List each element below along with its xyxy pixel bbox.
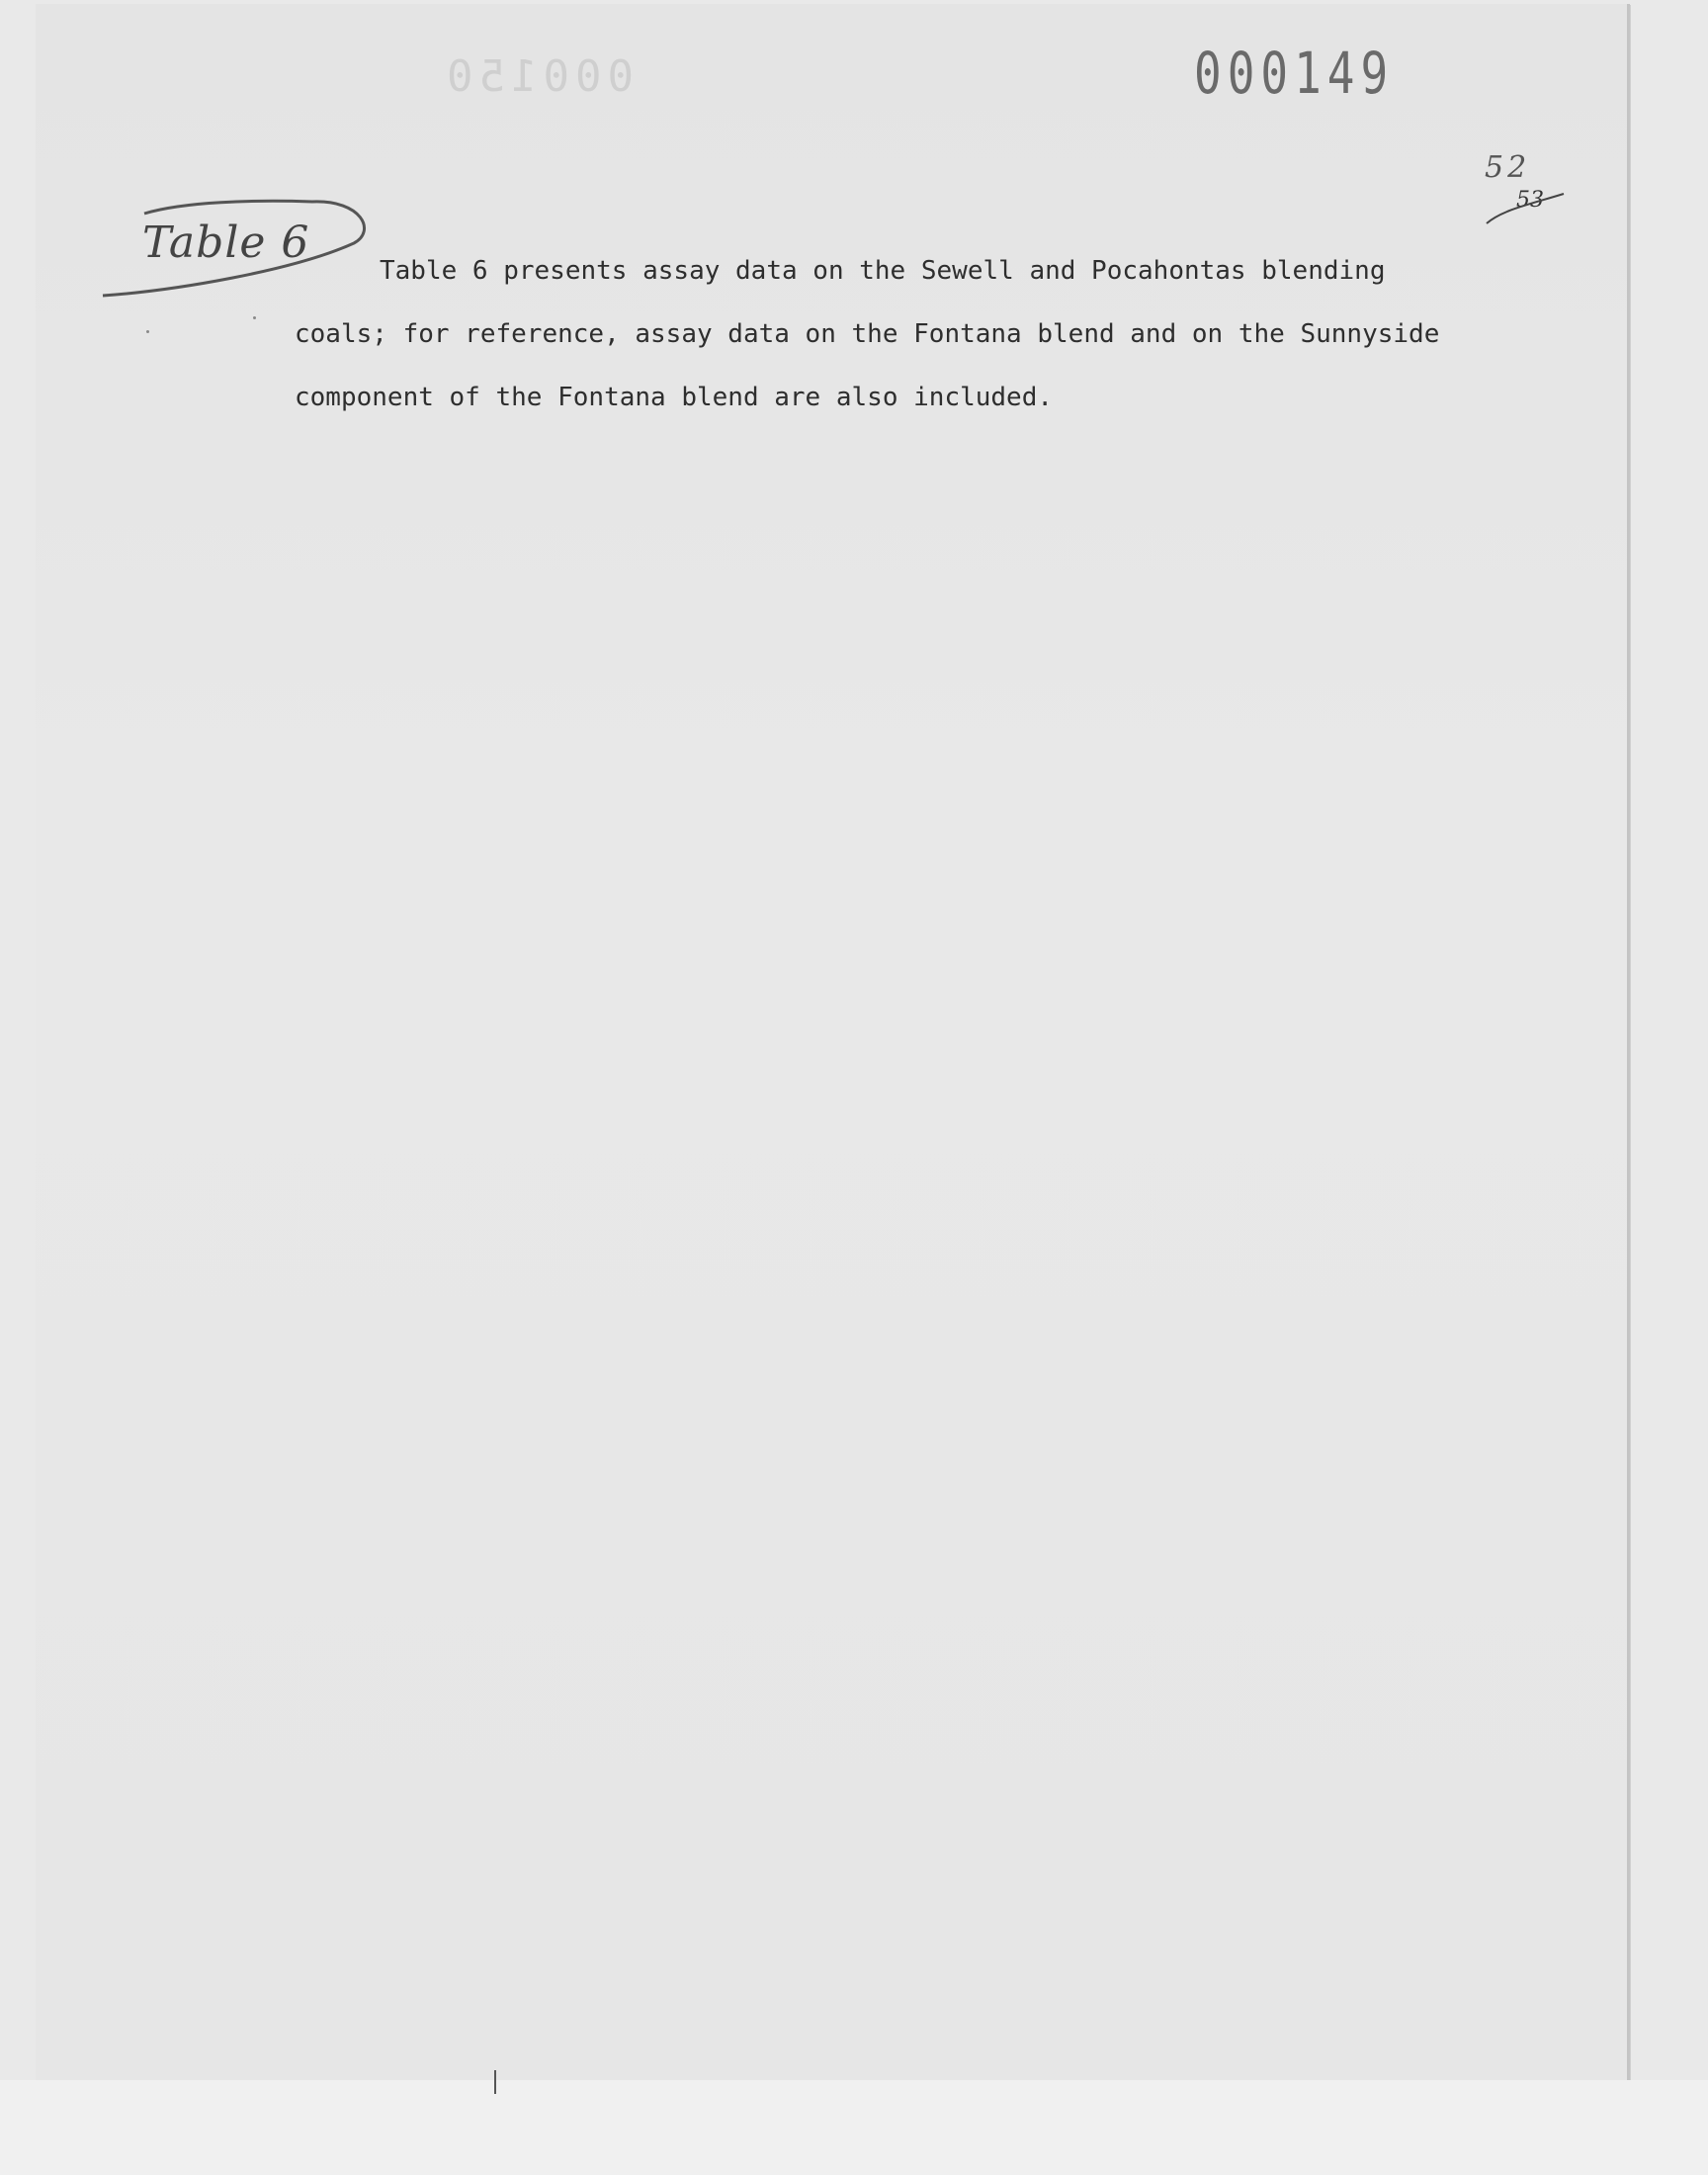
dust-speck [253, 316, 256, 319]
handwritten-note-text: Table 6 [142, 218, 310, 268]
paragraph [295, 239, 1580, 429]
bleed-through-number: 000150 [441, 51, 634, 102]
crossed-page-number: 52 [1485, 150, 1531, 185]
scan-bottom-margin [0, 2080, 1708, 2175]
handwritten-page-number [1473, 150, 1581, 229]
paragraph-line: coals; for reference, assay data on the Fontana blend and on the Sunnyside [295, 319, 1440, 349]
paragraph-line: Table 6 presents assay data on the Sewell and Pocahontas blending [380, 256, 1386, 286]
strike-mark-icon [1473, 150, 1581, 229]
paragraph-line: component of the Fontana blend are also included. [295, 383, 1054, 412]
scan-edge-mark [494, 2070, 496, 2094]
paper-sheet [36, 4, 1630, 2083]
document-number-stamp: 000149 [1194, 40, 1395, 107]
page-number: 53 [1516, 188, 1544, 213]
dust-speck [146, 330, 149, 333]
